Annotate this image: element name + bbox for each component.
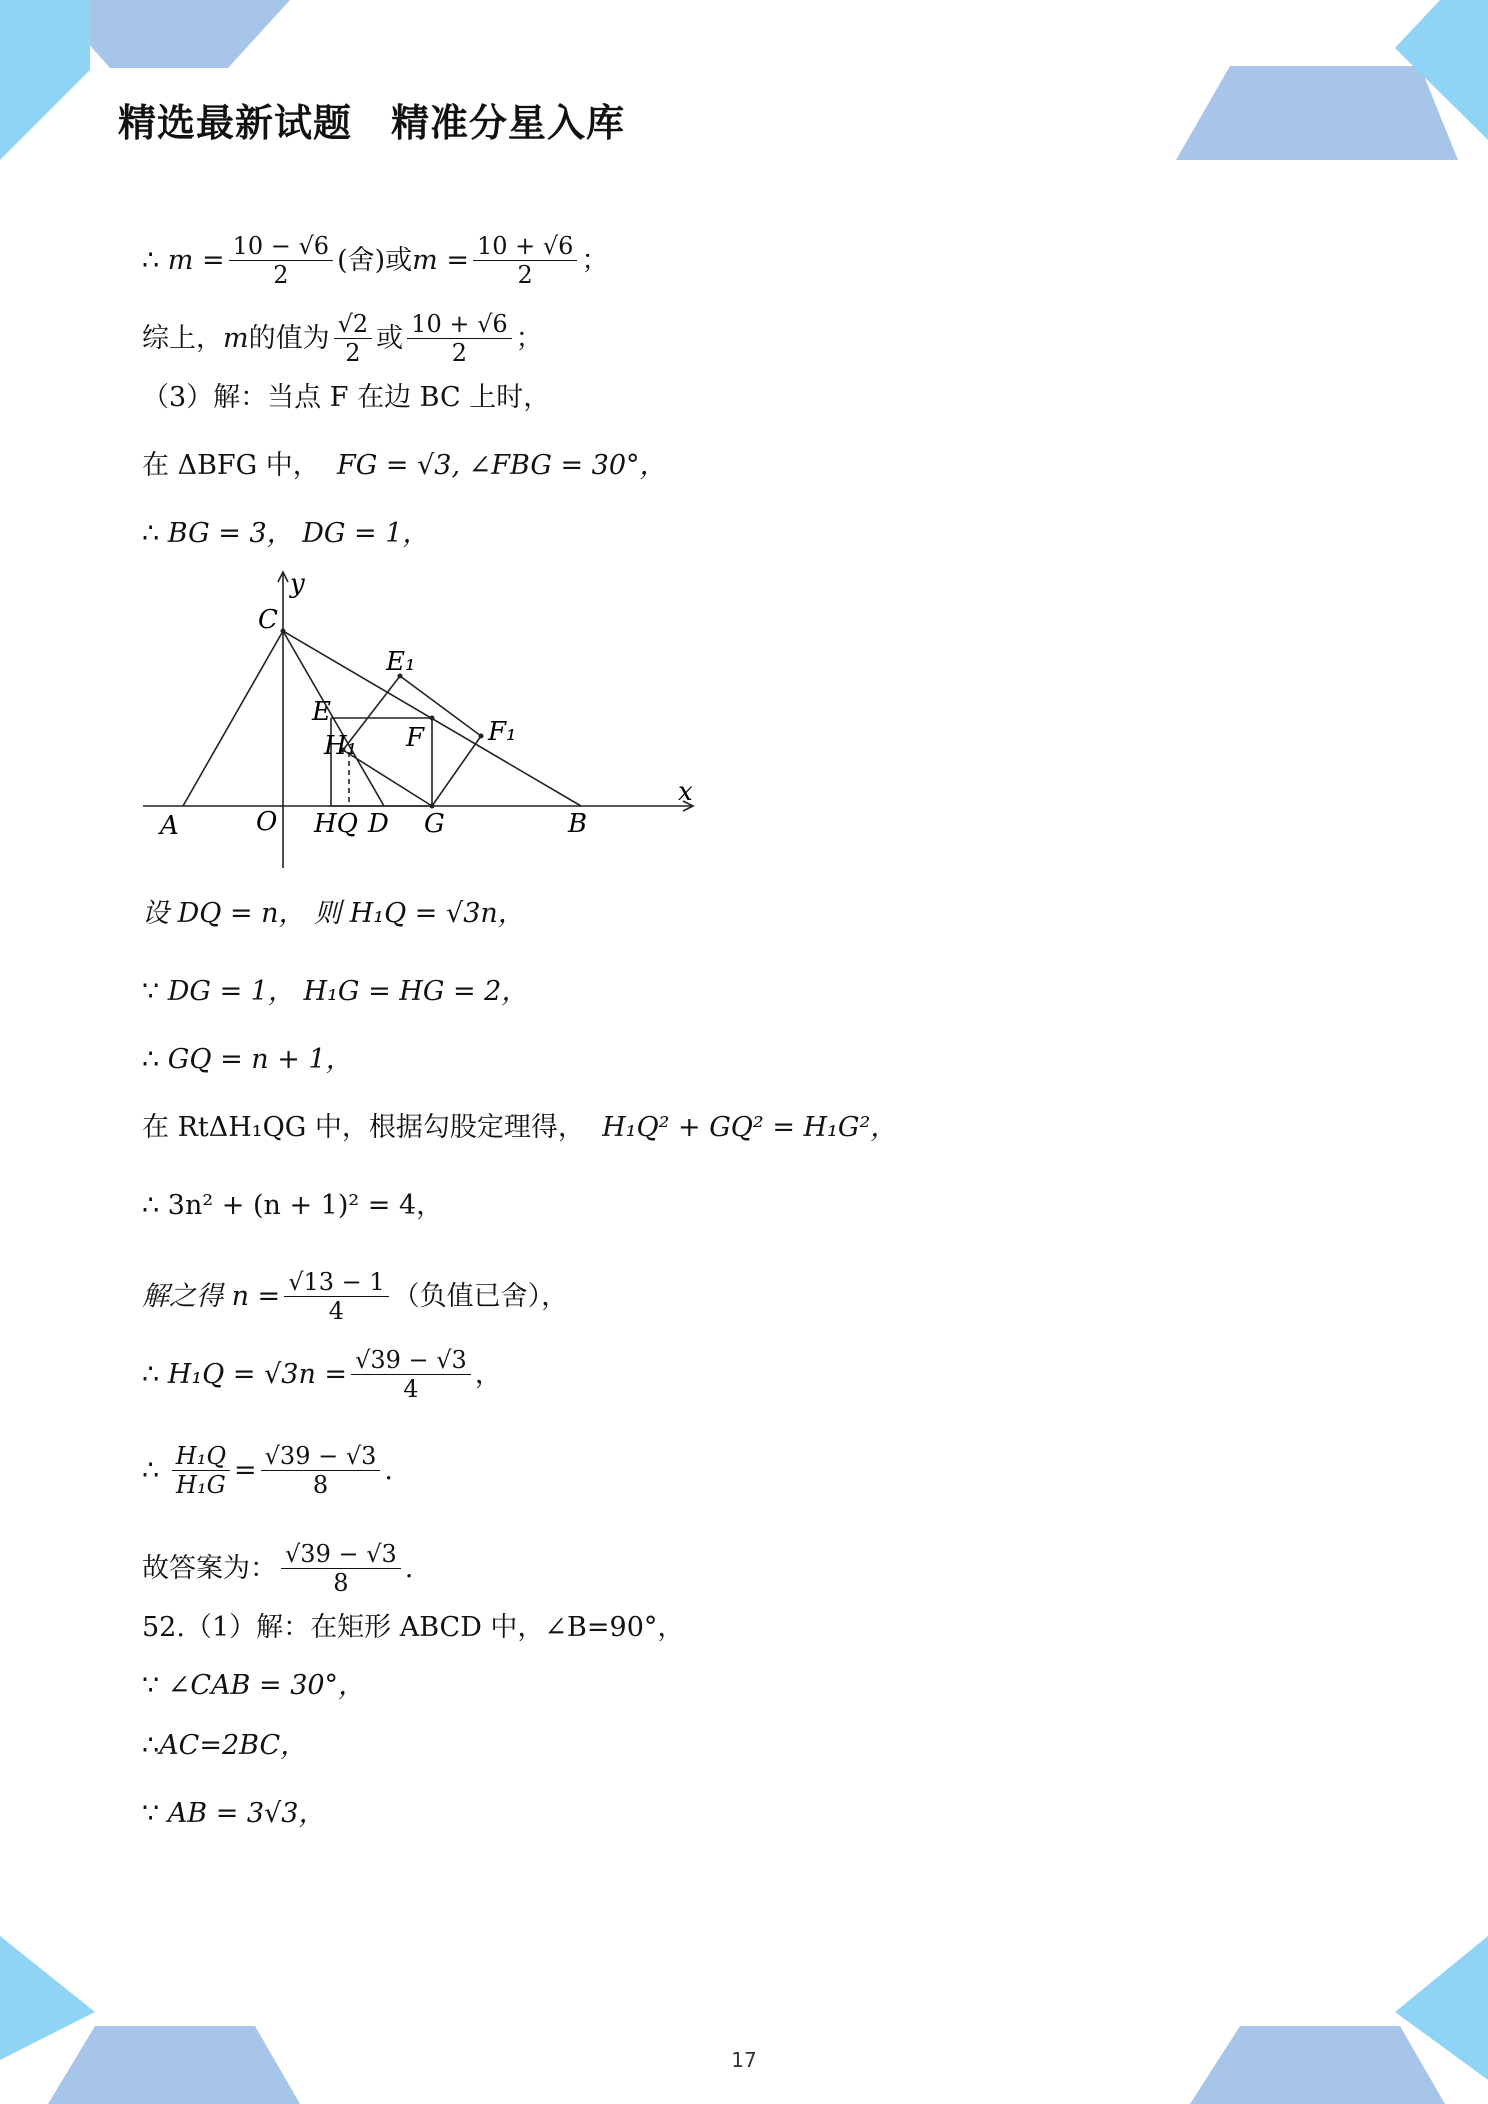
m-equals: m = — [167, 244, 225, 276]
line-cab — [142, 1668, 365, 1704]
reject-note: (舍)或 — [337, 244, 413, 276]
fraction — [334, 310, 373, 367]
fraction-denominator: 8 — [333, 1569, 349, 1597]
top-left-triangle — [0, 0, 90, 160]
therefore-symbol: ∴ — [142, 1190, 160, 1221]
gq-equation: GQ = n + 1， — [167, 1044, 353, 1075]
because-symbol: ∵ — [142, 1798, 160, 1829]
bg-dg-equation: BG = 3， DG = 1， — [167, 518, 430, 549]
fraction — [229, 232, 333, 289]
line-solve-n — [142, 1268, 568, 1325]
fraction — [284, 1268, 388, 1325]
punctuation: . — [404, 1552, 414, 1584]
fraction — [407, 310, 511, 367]
fraction — [172, 1442, 230, 1499]
variable-m: m — [223, 322, 249, 354]
answer-prefix: 故答案为： — [142, 1552, 277, 1584]
fraction-denominator: 2 — [345, 339, 361, 367]
quadratic-equation: 3n² + (n + 1)² = 4， — [167, 1190, 444, 1221]
fraction-denominator: 4 — [403, 1375, 419, 1403]
line-q52: 52.（1）解：在矩形 ABCD 中，∠B=90°， — [142, 1612, 685, 1643]
set-dq: 设 DQ = n， 则 H₁Q = √3n， — [142, 898, 525, 929]
in-bfg: 在 ΔBFG 中， — [142, 450, 320, 481]
fraction — [281, 1540, 401, 1597]
summary-prefix: 综上， — [142, 322, 223, 354]
cab-equation: ∠CAB = 30°， — [167, 1670, 366, 1701]
line-part3: （3）解：当点 F 在边 BC 上时， — [142, 382, 551, 413]
pythagoras-equation: H₁Q² + GQ² = H₁G²， — [602, 1112, 898, 1143]
label-o: O — [256, 807, 278, 837]
label-e: E — [312, 697, 331, 727]
line-equation-n — [142, 1188, 443, 1224]
fraction-numerator: H₁Q — [172, 1442, 230, 1471]
fraction-denominator: 8 — [312, 1471, 329, 1499]
therefore-symbol: ∴ — [142, 244, 160, 276]
point-c — [281, 629, 286, 634]
fraction-numerator: √13 − 1 — [284, 1268, 388, 1297]
label-f1: F₁ — [488, 717, 517, 747]
label-e1: E₁ — [386, 647, 416, 677]
fraction-numerator: 10 + √6 — [407, 310, 511, 339]
line-in-bfg — [142, 448, 667, 484]
punctuation: . — [384, 1454, 393, 1486]
label-c: C — [258, 605, 278, 635]
line-m-values — [142, 232, 608, 289]
segment-ac — [183, 631, 283, 806]
label-h1: H₁ — [324, 731, 358, 761]
punctuation: ， — [474, 1358, 502, 1390]
m-equals: m = — [412, 244, 469, 276]
fraction-denominator: 2 — [517, 261, 533, 289]
summary-mid: 的值为 — [248, 322, 330, 354]
label-a: A — [160, 811, 179, 841]
fraction — [261, 1442, 381, 1499]
because-symbol: ∵ — [142, 976, 160, 1007]
geometry-figure — [138, 568, 708, 874]
fraction-numerator: 10 + √6 — [473, 232, 577, 261]
fraction-denominator: H₁G — [176, 1471, 226, 1499]
fraction — [351, 1346, 471, 1403]
line-h1q — [142, 1346, 502, 1403]
bottom-left-triangle — [0, 1936, 95, 2060]
label-b: B — [568, 809, 588, 839]
point-g — [430, 804, 435, 809]
line-ratio: ∴ $\frac{\text{H₁Q}}{\text{H₁G}}$ = $\frac{√39 - √3}{8}$ . — [142, 1442, 393, 1499]
label-hq: HQ — [314, 809, 358, 839]
or-word: 或 — [376, 322, 404, 354]
therefore-symbol: ∴ — [142, 1044, 160, 1075]
fraction-numerator: √39 − √3 — [281, 1540, 401, 1569]
top-right-trapezoid — [1176, 66, 1458, 160]
fg-equation: FG = √3, ∠FBG = 30°， — [336, 450, 667, 481]
dg-h1g-equation: DG = 1， H₁G = HG = 2， — [167, 976, 529, 1007]
page-number: 17 — [731, 2048, 757, 2072]
header-title: 精选最新试题 精准分星入库 — [118, 101, 626, 145]
punctuation: ； — [515, 322, 543, 354]
therefore-symbol: ∴ — [142, 1730, 160, 1761]
fraction-denominator: 2 — [451, 339, 468, 367]
line-pythagoras — [142, 1110, 897, 1146]
fraction-denominator: 4 — [328, 1297, 345, 1325]
fraction-numerator: 10 − √6 — [229, 232, 333, 261]
therefore-symbol: ∴ — [142, 1454, 160, 1486]
label-f: F — [406, 723, 425, 753]
point-f1 — [479, 734, 484, 739]
line-ab — [142, 1796, 325, 1832]
fraction-numerator: √39 − √3 — [351, 1346, 471, 1375]
line-answer — [142, 1540, 413, 1597]
line-bg-dg — [142, 516, 429, 552]
label-y: y — [290, 569, 305, 599]
label-d: D — [368, 809, 389, 839]
line-summary — [142, 310, 543, 367]
point-f — [430, 716, 435, 721]
fraction — [473, 232, 577, 289]
because-symbol: ∵ — [142, 1670, 160, 1701]
ac-bc-equation: AC=2BC， — [159, 1730, 308, 1761]
pythagoras-prefix: 在 RtΔH₁QG 中，根据勾股定理得， — [142, 1112, 585, 1143]
label-g: G — [424, 809, 445, 839]
fraction-numerator: √2 — [334, 310, 373, 339]
punctuation: ； — [581, 244, 609, 276]
line-dg-h1g — [142, 974, 528, 1010]
line-ac-bc — [142, 1728, 307, 1764]
label-x: x — [678, 777, 693, 807]
line-gq — [142, 1042, 353, 1078]
line-set-dq — [142, 896, 525, 932]
negative-rejected-note: （负值已舍）， — [392, 1280, 569, 1312]
fraction-denominator: 2 — [273, 261, 289, 289]
therefore-symbol: ∴ — [142, 1358, 160, 1390]
fraction-numerator: √39 − √3 — [261, 1442, 381, 1471]
ab-equation: AB = 3√3， — [167, 1798, 326, 1829]
solve-prefix: 解之得 n = — [142, 1280, 281, 1312]
h1q-equation: H₁Q = √3n = — [167, 1358, 348, 1390]
therefore-symbol: ∴ — [142, 518, 160, 549]
